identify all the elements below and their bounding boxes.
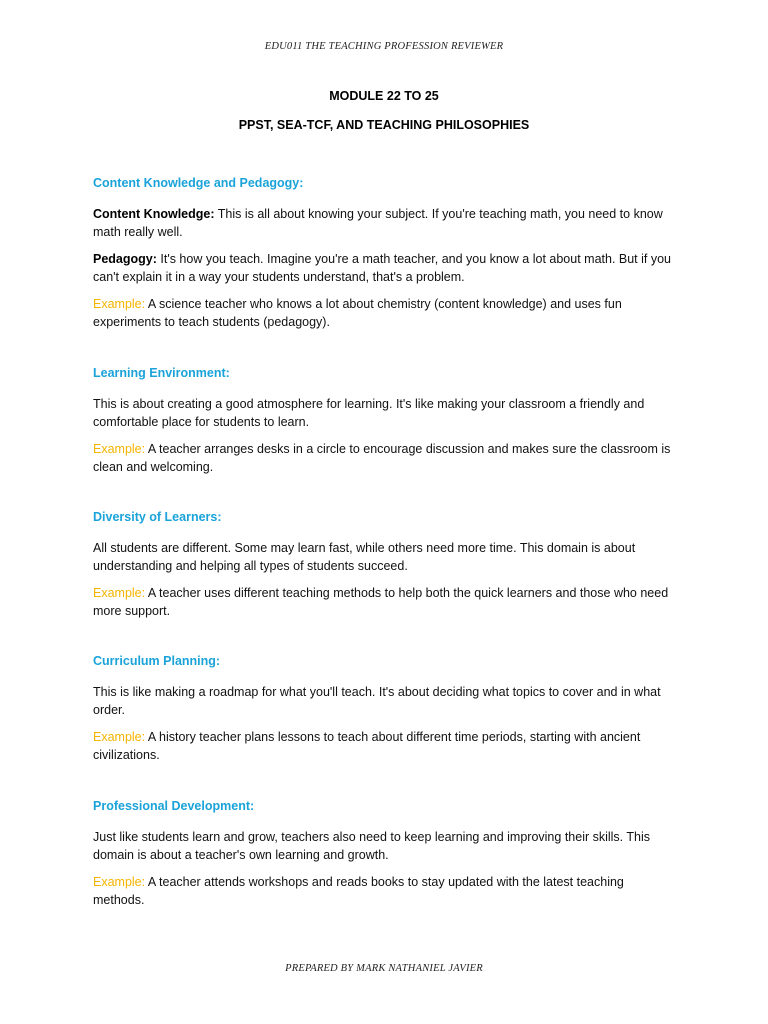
section-diversity-of-learners — [93, 508, 678, 629]
example-text: A teacher uses different teaching methods to help both the quick learners and those who need more support. — [93, 586, 669, 618]
pedagogy-label: Pedagogy: — [93, 252, 157, 266]
example-paragraph — [93, 440, 678, 476]
section-content-knowledge-pedagogy — [93, 174, 678, 340]
page-header: EDU011 THE TEACHING PROFESSION REVIEWER — [264, 41, 504, 52]
section-paragraph: This is like making a roadmap for what you'll teach. It's about deciding what topics to cover and in what order. — [93, 685, 661, 717]
section-heading: Content Knowledge and Pedagogy: — [93, 176, 304, 190]
example-paragraph — [93, 295, 678, 331]
section-heading: Diversity of Learners: — [93, 510, 222, 524]
content-knowledge-label: Content Knowledge: — [93, 207, 215, 221]
example-paragraph — [93, 584, 678, 620]
section-heading: Professional Development: — [93, 799, 255, 813]
example-text: A history teacher plans lessons to teach about different time periods, starting with ancient civilizations. — [93, 730, 641, 762]
example-label: Example: — [93, 297, 146, 311]
example-label: Example: — [93, 442, 146, 456]
section-curriculum-planning — [93, 652, 678, 773]
example-paragraph — [93, 873, 678, 909]
section-heading: Learning Environment: — [93, 366, 230, 380]
module-title: MODULE 22 TO 25 — [329, 89, 439, 103]
pedagogy-paragraph — [93, 250, 678, 286]
content-knowledge-text: This is all about knowing your subject. If you're teaching math, you need to know math really well. — [93, 207, 663, 239]
section-learning-environment — [93, 364, 678, 485]
example-text: A teacher attends workshops and reads books to stay updated with the latest teaching methods. — [93, 875, 624, 907]
example-label: Example: — [93, 730, 146, 744]
example-label: Example: — [93, 586, 146, 600]
section-heading: Curriculum Planning: — [93, 654, 221, 668]
example-label: Example: — [93, 875, 146, 889]
module-subtitle: PPST, SEA-TCF, AND TEACHING PHILOSOPHIES — [238, 118, 530, 132]
example-text: A science teacher who knows a lot about chemistry (content knowledge) and uses fun experiments to teach students (pedagogy). — [93, 297, 622, 329]
section-paragraph: All students are different. Some may learn fast, while others need more time. This domain is about understanding and helping all types of students succeed. — [93, 541, 636, 573]
section-paragraph: Just like students learn and grow, teachers also need to keep learning and improving their skills. This domain is about a teacher's own learning and growth. — [93, 830, 651, 862]
section-paragraph: This is about creating a good atmosphere for learning. It's like making your classroom a friendly and comfortable place for students to learn. — [93, 397, 645, 429]
example-paragraph — [93, 728, 678, 764]
section-professional-development — [93, 797, 678, 918]
pedagogy-text: It's how you teach. Imagine you're a math teacher, and you know a lot about math. But if you can't explain it in a way your students understand, that's a problem. — [93, 252, 672, 284]
page-footer: PREPARED BY MARK NATHANIEL JAVIER — [285, 963, 483, 974]
example-text: A teacher arranges desks in a circle to encourage discussion and makes sure the classroom is clean and welcoming. — [93, 442, 671, 474]
content-knowledge-paragraph — [93, 205, 678, 241]
